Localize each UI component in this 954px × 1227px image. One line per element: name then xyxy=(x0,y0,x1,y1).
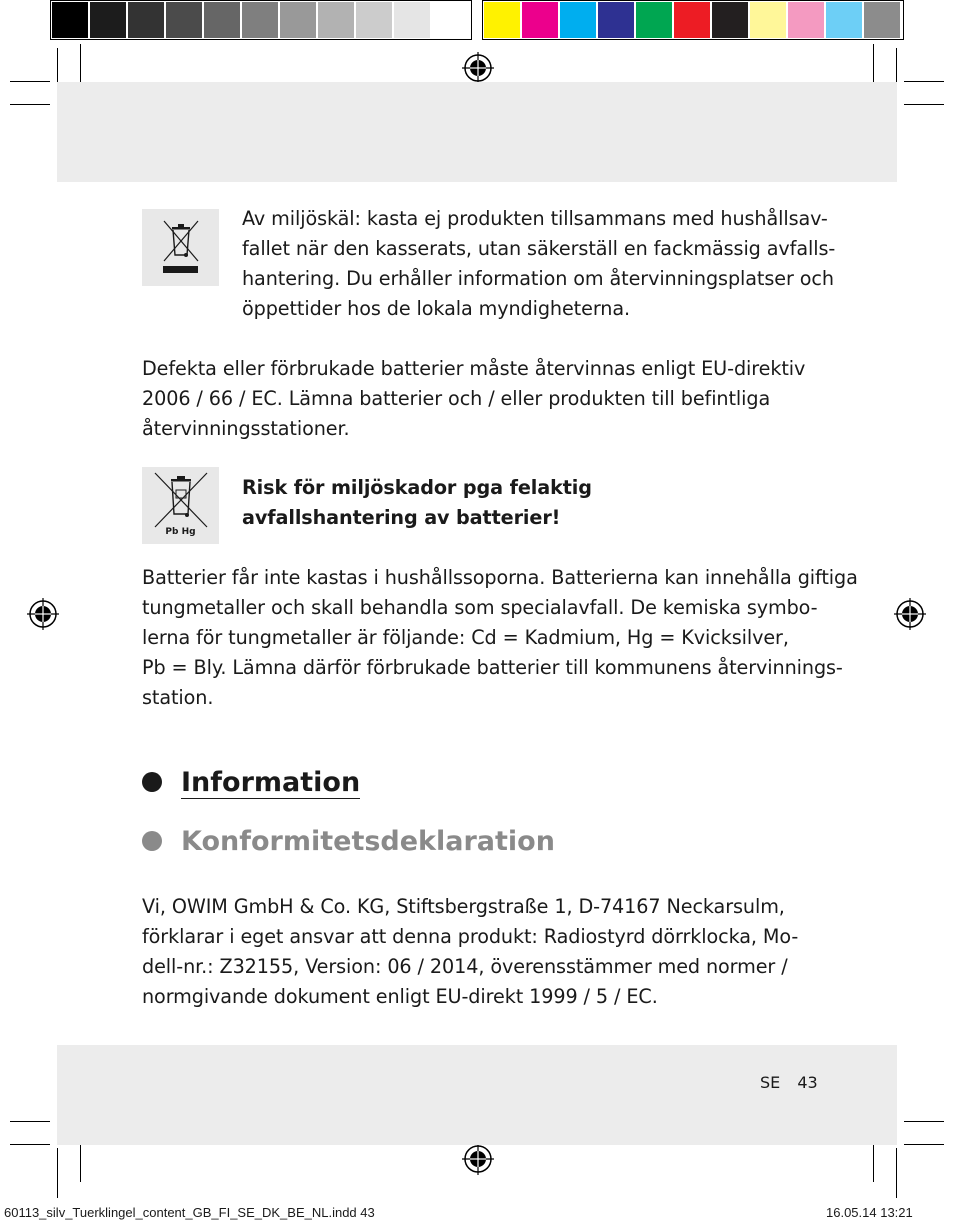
heading-information xyxy=(142,767,360,798)
header-band xyxy=(57,82,897,182)
crossed-out-bin-icon xyxy=(142,209,219,286)
gray-swatch xyxy=(166,2,202,38)
page-number-value: 43 xyxy=(797,1073,818,1092)
text-line: Risk för miljöskador pga felaktig xyxy=(242,476,592,499)
crop-mark xyxy=(80,1140,81,1182)
gray-swatch xyxy=(432,2,468,38)
crop-mark xyxy=(896,48,897,84)
text-line: Pb = Bly. Lämna därför förbrukade batterier till kommunens återvinnings- xyxy=(142,656,843,679)
text-line: hantering. Du erhåller information om återvinningsplatser och xyxy=(242,267,834,290)
text-line: förklarar i eget ansvar att denna produkt: Radiostyrd dörrklocka, Mo- xyxy=(142,925,799,948)
text-line: 2006 / 66 / EC. Lämna batterier och / eller produkten till befintliga xyxy=(142,387,771,410)
color-swatch xyxy=(560,2,596,38)
gray-swatch xyxy=(204,2,240,38)
crop-mark xyxy=(904,104,944,105)
crop-mark xyxy=(896,1148,897,1198)
crop-mark xyxy=(873,1140,874,1182)
declaration-paragraph xyxy=(142,892,798,1012)
color-swatch xyxy=(750,2,786,38)
heading-declaration-text: Konformitetsdeklaration xyxy=(181,826,555,857)
text-line: Av miljöskäl: kasta ej produkten tillsammans med hushållsav- xyxy=(242,207,828,230)
heavy-metals-paragraph xyxy=(142,563,858,713)
gray-swatch xyxy=(394,2,430,38)
text-line: avfallshantering av batterier! xyxy=(242,506,561,529)
text-line: tungmetaller och skall behandla som specialavfall. De kemiska symbo- xyxy=(142,596,818,619)
battery-warning-text xyxy=(242,473,592,533)
gray-swatch xyxy=(90,2,126,38)
bullet-dark xyxy=(142,772,162,792)
color-swatch xyxy=(864,2,900,38)
text-line: lerna för tungmetaller är följande: Cd = Kadmium, Hg = Kvicksilver, xyxy=(142,626,789,649)
gray-swatch xyxy=(52,2,88,38)
text-line: fallet när den kasserats, utan säkerställ en fackmässig avfalls- xyxy=(242,237,836,260)
color-swatch xyxy=(788,2,824,38)
registration-mark-bottom xyxy=(462,1143,494,1175)
color-swatch xyxy=(484,2,520,38)
text-line: Vi, OWIM GmbH & Co. KG, Stiftsbergstraße 1, D-74167 Neckarsulm, xyxy=(142,895,785,918)
heading-information-text: Information xyxy=(181,767,361,798)
color-swatch xyxy=(636,2,672,38)
registration-mark-top xyxy=(462,52,494,84)
text-line: Defekta eller förbrukade batterier måste återvinnas enligt EU-direktiv xyxy=(142,357,806,380)
crop-mark xyxy=(873,44,874,86)
crop-mark xyxy=(904,1144,944,1145)
text-line: öppettider hos de lokala myndigheterna. xyxy=(242,297,630,320)
bullet-light xyxy=(142,831,162,851)
crop-mark xyxy=(10,1121,50,1122)
text-line: återvinningsstationer. xyxy=(142,417,350,440)
text-line: normgivande dokument enligt EU-direkt 1999 / 5 / EC. xyxy=(142,985,658,1008)
crop-mark xyxy=(10,1144,50,1145)
text-line: dell-nr.: Z32155, Version: 06 / 2014, överensstämmer med normer / xyxy=(142,955,788,978)
registration-mark-left xyxy=(27,598,59,630)
crop-mark xyxy=(80,44,81,86)
color-swatch xyxy=(712,2,748,38)
registration-mark-right xyxy=(894,598,926,630)
page-number xyxy=(760,1073,818,1092)
battery-recycling-paragraph xyxy=(142,354,805,444)
heavy-metals-label: Pb Hg xyxy=(165,527,196,537)
color-swatch xyxy=(826,2,862,38)
crop-mark xyxy=(10,81,50,82)
gray-swatch xyxy=(280,2,316,38)
crop-mark xyxy=(10,104,50,105)
crop-mark xyxy=(57,48,58,84)
color-swatch xyxy=(674,2,710,38)
color-swatch xyxy=(522,2,558,38)
print-slug-date: 16.05.14 13:21 xyxy=(826,1205,913,1220)
text-line: station. xyxy=(142,686,214,709)
crop-mark xyxy=(904,1121,944,1122)
gray-swatch xyxy=(242,2,278,38)
crop-mark xyxy=(57,1148,58,1198)
crop-mark xyxy=(904,81,944,82)
gray-swatch xyxy=(318,2,354,38)
heading-declaration xyxy=(142,826,555,857)
print-slug-file: 60113_silv_Tuerklingel_content_GB_FI_SE_DK_BE_NL.indd 43 xyxy=(4,1205,375,1220)
recycling-disposal-text xyxy=(242,204,835,324)
footer-band xyxy=(57,1045,897,1145)
color-swatch xyxy=(598,2,634,38)
gray-swatch xyxy=(128,2,164,38)
weee-bin-icon-box xyxy=(142,209,219,286)
language-code: SE xyxy=(760,1073,781,1092)
battery-bin-icon-box xyxy=(142,467,219,544)
gray-swatch xyxy=(356,2,392,38)
text-line: Batterier får inte kastas i hushållssoporna. Batterierna kan innehålla giftiga xyxy=(142,566,858,589)
